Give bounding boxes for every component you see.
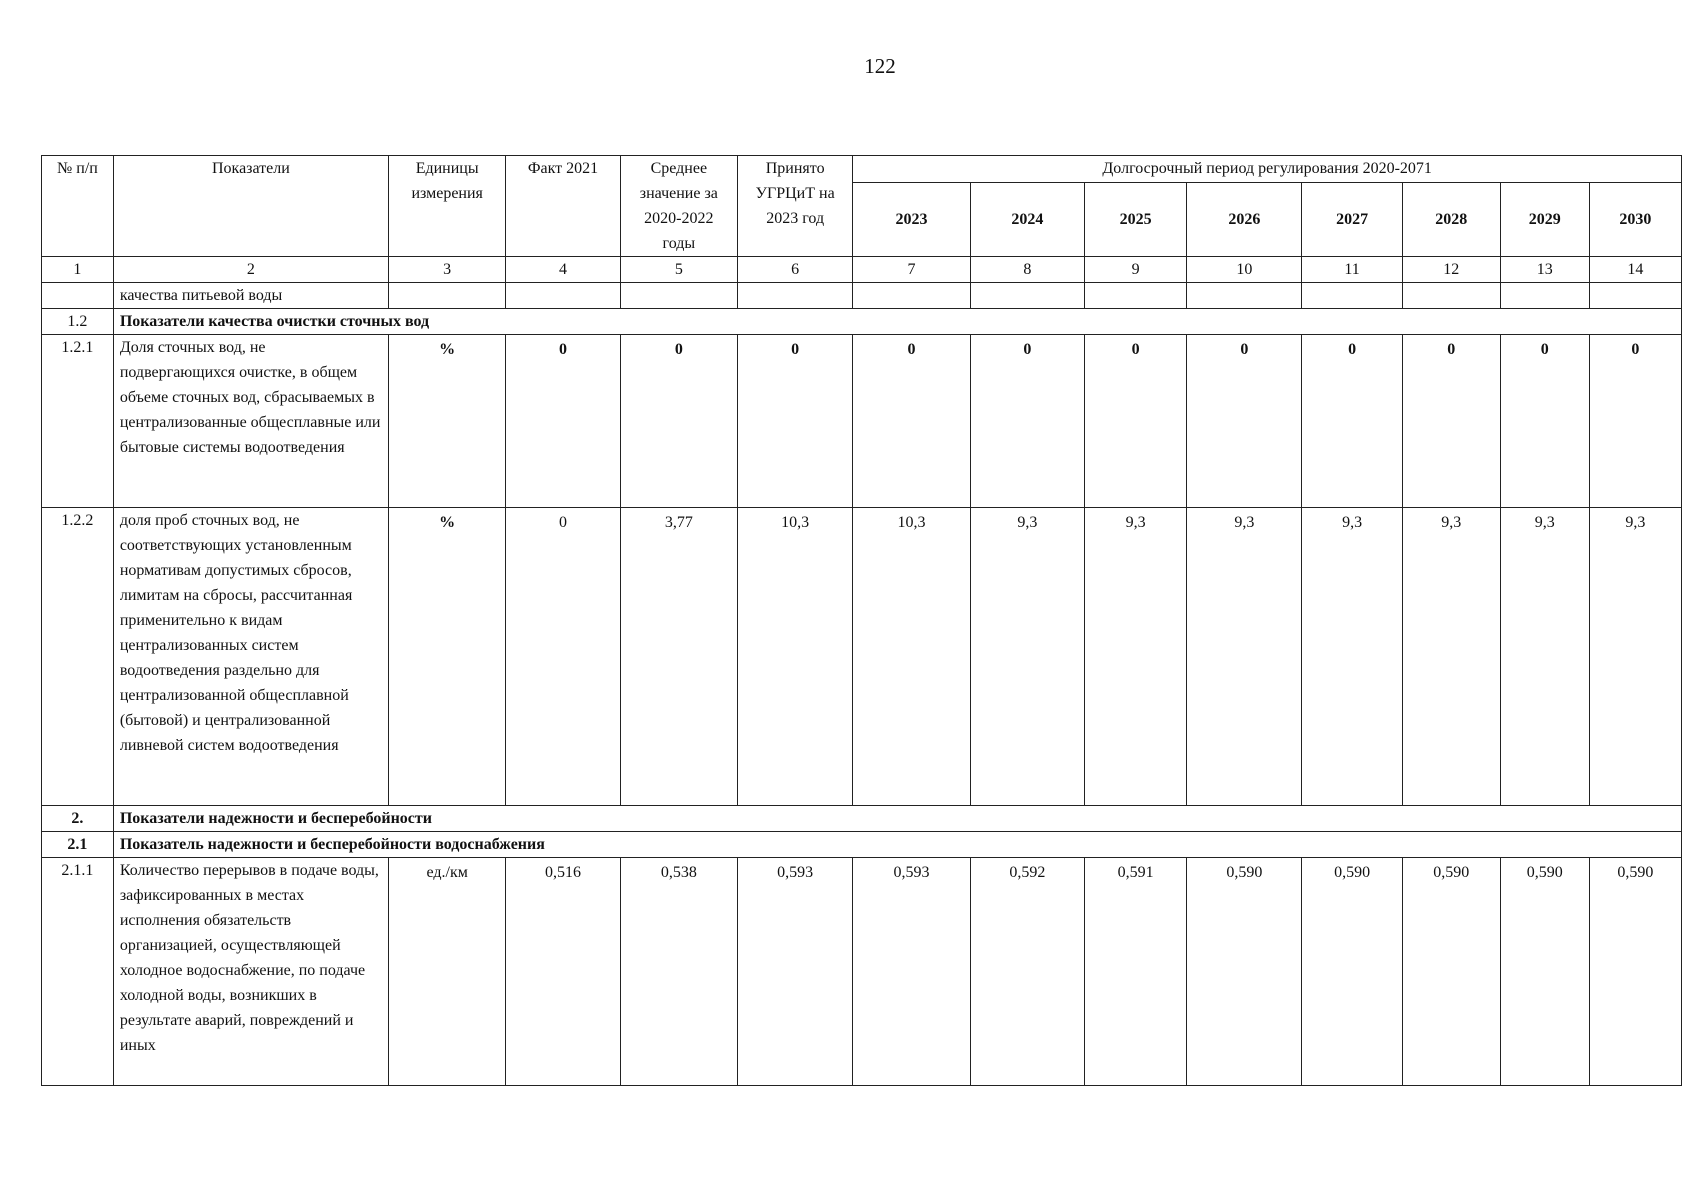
empty-cell [1187, 283, 1302, 309]
header-year-2023: 2023 [853, 183, 970, 257]
value-cell: 0,590 [1302, 858, 1402, 1086]
row-num: 2.1.1 [42, 858, 114, 1086]
value-cell: 9,3 [1589, 508, 1681, 806]
value-cell: 0 [1402, 335, 1500, 508]
header-year-2029: 2029 [1500, 183, 1589, 257]
empty-cell [506, 283, 620, 309]
column-number: 4 [506, 257, 620, 283]
header-fact: Факт 2021 [506, 156, 620, 257]
value-cell: 0,516 [506, 858, 620, 1086]
value-cell: 9,3 [1084, 508, 1186, 806]
section-num: 2.1 [42, 832, 114, 858]
header-year-2024: 2024 [970, 183, 1084, 257]
empty-cell [1084, 283, 1186, 309]
row-indicator-text: Количество перерывов в подаче воды, зафиксированных в местах исполнения обязательств организацией, осуществляющей холодное водоснабжение, по подаче холодной воды, возникших в результате аварий, повреждений и иных [113, 858, 388, 1086]
column-number: 10 [1187, 257, 1302, 283]
row-num: 1.2.2 [42, 508, 114, 806]
header-year-2028: 2028 [1402, 183, 1500, 257]
section-num: 2. [42, 806, 114, 832]
column-number: 11 [1302, 257, 1402, 283]
empty-cell [970, 283, 1084, 309]
value-cell: 3,77 [620, 508, 737, 806]
empty-cell [620, 283, 737, 309]
value-cell: 0,591 [1084, 858, 1186, 1086]
row-unit: ед./км [389, 858, 506, 1086]
row-unit: % [389, 508, 506, 806]
value-cell: 9,3 [1500, 508, 1589, 806]
value-cell: 9,3 [1302, 508, 1402, 806]
header-period: Долгосрочный период регулирования 2020-2071 [853, 156, 1682, 183]
value-cell: 10,3 [738, 508, 853, 806]
header-year-2030: 2030 [1589, 183, 1681, 257]
section-row [42, 806, 1682, 832]
header-num: № п/п [42, 156, 114, 257]
value-cell: 0,538 [620, 858, 737, 1086]
value-cell: 0 [1500, 335, 1589, 508]
value-cell: 0 [1302, 335, 1402, 508]
value-cell: 0,590 [1402, 858, 1500, 1086]
section-title: Показатели качества очистки сточных вод [113, 309, 1681, 335]
empty-cell [738, 283, 853, 309]
row-indicator-text: Доля сточных вод, не подвергающихся очистке, в общем объеме сточных вод, сбрасываемых в централизованные общесплавные или бытовые системы водоотведения [113, 335, 388, 508]
column-number: 2 [113, 257, 388, 283]
table-row [42, 335, 1682, 508]
header-accepted: Принято УГРЦиТ на 2023 год [738, 156, 853, 257]
column-number: 12 [1402, 257, 1500, 283]
section-num: 1.2 [42, 309, 114, 335]
section-title: Показатели надежности и бесперебойности [113, 806, 1681, 832]
row-unit: % [389, 335, 506, 508]
row-num: 1.2.1 [42, 335, 114, 508]
value-cell: 0,592 [970, 858, 1084, 1086]
column-number: 14 [1589, 257, 1681, 283]
column-number: 1 [42, 257, 114, 283]
empty-cell [1402, 283, 1500, 309]
header-units: Единицы измерения [389, 156, 506, 257]
value-cell: 9,3 [970, 508, 1084, 806]
column-number: 13 [1500, 257, 1589, 283]
value-cell: 0 [1187, 335, 1302, 508]
empty-cell [1589, 283, 1681, 309]
section-title: Показатель надежности и бесперебойности водоснабжения [113, 832, 1681, 858]
table-row-continuation [42, 283, 1682, 309]
row-indicator-text: доля проб сточных вод, не соответствующих установленным нормативам допустимых сбросов, лимитам на сбросы, рассчитанная применительно к видам централизованных систем водоотведения раздельно для централизованной общесплавной (бытовой) и централизованной ливневой систем водоотведения [113, 508, 388, 806]
value-cell: 0 [738, 335, 853, 508]
value-cell: 0 [853, 335, 970, 508]
value-cell: 0 [970, 335, 1084, 508]
column-number: 3 [389, 257, 506, 283]
value-cell: 0,593 [853, 858, 970, 1086]
indicators-table [41, 155, 1682, 1086]
value-cell: 0 [1589, 335, 1681, 508]
column-number: 5 [620, 257, 737, 283]
row-indicator-text: качества питьевой воды [113, 283, 388, 309]
column-number: 8 [970, 257, 1084, 283]
header-average: Среднее значение за 2020-2022 годы [620, 156, 737, 257]
value-cell: 0 [506, 335, 620, 508]
table-row [42, 508, 1682, 806]
value-cell: 10,3 [853, 508, 970, 806]
header-year-2027: 2027 [1302, 183, 1402, 257]
value-cell: 0 [620, 335, 737, 508]
empty-cell [853, 283, 970, 309]
value-cell: 9,3 [1402, 508, 1500, 806]
page-number: 122 [864, 54, 896, 78]
column-number: 9 [1084, 257, 1186, 283]
value-cell: 0 [506, 508, 620, 806]
column-number-row [42, 257, 1682, 283]
header-year-2026: 2026 [1187, 183, 1302, 257]
header-year-2025: 2025 [1084, 183, 1186, 257]
value-cell: 0 [1084, 335, 1186, 508]
value-cell: 0,590 [1500, 858, 1589, 1086]
value-cell: 0,593 [738, 858, 853, 1086]
empty-cell [389, 283, 506, 309]
value-cell: 0,590 [1589, 858, 1681, 1086]
column-number: 6 [738, 257, 853, 283]
value-cell: 9,3 [1187, 508, 1302, 806]
column-number: 7 [853, 257, 970, 283]
section-row [42, 309, 1682, 335]
empty-cell [1302, 283, 1402, 309]
header-row-1 [42, 156, 1682, 183]
header-indicators: Показатели [113, 156, 388, 257]
value-cell: 0,590 [1187, 858, 1302, 1086]
section-row [42, 832, 1682, 858]
row-num [42, 283, 114, 309]
table-row [42, 858, 1682, 1086]
empty-cell [1500, 283, 1589, 309]
